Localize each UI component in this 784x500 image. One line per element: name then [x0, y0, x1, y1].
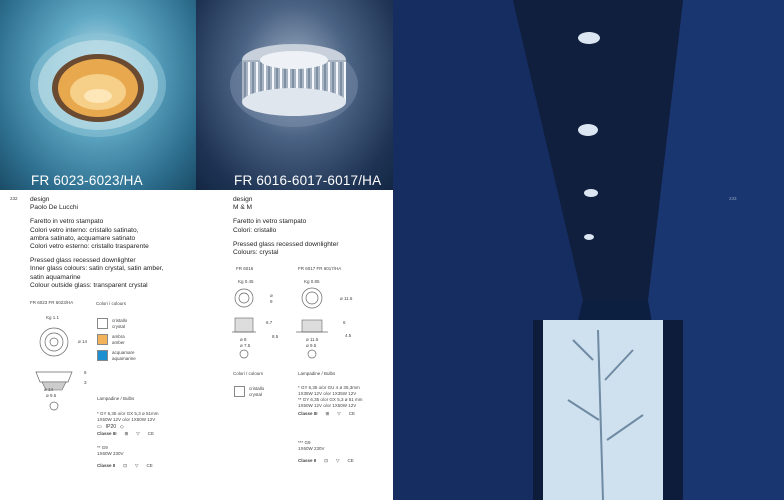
class-label: Classe III	[298, 411, 318, 416]
left-weight: Kg 1.1	[46, 315, 60, 320]
class-row	[298, 411, 362, 417]
bulb-line: 1X60W 230V	[298, 446, 325, 451]
en-line: Colours: crystal	[233, 249, 279, 257]
swatch-amber	[97, 334, 136, 350]
mid-bulb-spec-2	[298, 440, 354, 464]
mid-dim-a-dia: ø	[270, 293, 273, 298]
bulb-line: * GY 6,35 o/or GX 5,3 ø 51mm	[97, 411, 159, 416]
product-photo-fr6023	[0, 0, 196, 190]
dim-height: 6	[84, 370, 87, 375]
crystal-swatch-chip	[97, 318, 108, 329]
page-number-left: 232	[10, 196, 18, 201]
class-row	[97, 431, 158, 437]
mid-design-block	[233, 196, 339, 257]
it-description	[233, 218, 339, 234]
swatch-en: crystal	[112, 324, 126, 329]
ce-mark: CE	[348, 411, 356, 416]
fr6016-lamp-illustration	[196, 0, 393, 190]
bulb-line: *** G9	[298, 440, 311, 445]
it-line: ambra satinato, acquamare satinato	[30, 234, 136, 242]
left-product-title: FR 6023-6023/HA	[31, 173, 143, 188]
mid-dim-a-8: ø 8	[240, 337, 247, 342]
left-design-block	[30, 196, 163, 290]
it-description	[30, 218, 163, 251]
left-bulb-spec-2	[97, 445, 153, 469]
ip-rating: IP20	[105, 424, 117, 430]
swatch-aquamarine	[97, 350, 136, 366]
corridor-illustration	[393, 0, 784, 500]
swatch-it: acquamare	[112, 350, 135, 355]
bulb-icons-row	[97, 424, 158, 430]
diamond-icon: ◇	[120, 424, 124, 430]
class-iii-icon: ⊞	[325, 411, 330, 416]
ce-mark: CE	[147, 431, 155, 436]
mid-weight-a: Kg 0.45	[238, 279, 254, 284]
bulb-line: 1X50W 12V o/or 1X50W 12V	[97, 417, 156, 422]
dim-diameter: ø 14	[78, 339, 88, 344]
crystal-bar	[344, 62, 346, 102]
bulb-line: 1X50W 12V o/or 1X50W 12V	[298, 403, 357, 408]
design-label: design	[30, 196, 50, 203]
swatch-it: ambra	[112, 334, 125, 339]
mid-dim-b-cutout: ø 9.5	[306, 343, 317, 348]
swatch-list	[97, 318, 136, 366]
it-line: Faretto in vetro stampato	[30, 218, 104, 226]
mid-bulb-spec-1	[298, 385, 362, 417]
class-label: Classe II	[97, 463, 116, 468]
mid-dim-a-75: ø 7.5	[240, 343, 251, 348]
ce-mark: CE	[146, 463, 153, 468]
aquamarine-swatch-chip	[97, 350, 108, 361]
left-bulbs-header: Lampadine / Bulbs	[97, 396, 135, 401]
bulb-line: * GY 6,35 o/or GU 4 ø 35,3mm	[298, 385, 360, 390]
class-ii-icon: ⊡	[123, 463, 128, 468]
swatch-en: aquamarine	[112, 356, 136, 361]
mid-swatch-crystal	[234, 386, 264, 398]
it-line: Colori vetro interno: cristallo satinato,	[30, 226, 139, 234]
it-line: Colori: cristallo	[233, 226, 277, 234]
left-colours-header: Colori / colours	[96, 301, 127, 306]
left-codes: FR 6023 FR 6023/HA	[30, 300, 74, 305]
bulb-line: ** G9	[97, 445, 108, 450]
bulb-line: ** GY 6,35 o/or GX 5,3 ø 51 mm	[298, 397, 363, 402]
fr6023-technical-drawing	[28, 322, 88, 412]
design-label: design	[233, 196, 253, 203]
class-label: Classe III	[97, 431, 117, 436]
swatch-it: cristallo	[249, 386, 265, 391]
designer-name: M & M	[233, 204, 253, 212]
class-iii-icon: ⊞	[124, 431, 129, 436]
class-ii-icon: ⊡	[324, 458, 329, 463]
page-number-right: 233	[729, 196, 737, 201]
swatch-label	[112, 350, 136, 362]
f-mark-icon: ▽	[135, 463, 139, 468]
bulb-line: 1X35W 12V o/or 1X35W 12V	[298, 391, 357, 396]
amber-swatch-chip	[97, 334, 108, 345]
class-label: Classe II	[298, 458, 317, 463]
mid-weight-b: Kg 0.85	[304, 279, 320, 284]
swatch-en: crystal	[249, 392, 263, 397]
mid-dim-b-6: 6	[343, 320, 346, 325]
corridor-photo	[393, 0, 784, 500]
it-line: Colori vetro esterno: cristallo trasparente	[30, 243, 149, 251]
en-line: Colour outside glass: transparent crystal	[30, 281, 148, 289]
dim-outer: ø 14	[44, 387, 54, 392]
en-line: Inner glass colours: satin crystal, satin amber,	[30, 265, 164, 273]
mid-bulbs-header: Lampadine / Bulbs	[298, 371, 336, 376]
mid-code-a: FR 6016	[236, 266, 254, 271]
swatch-label	[112, 318, 127, 330]
designer-name: Paolo De Lucchi	[30, 204, 79, 212]
swatch-label	[112, 334, 125, 346]
mid-dim-b-45: 4.5	[345, 333, 352, 338]
class-row	[298, 458, 354, 464]
swatch-it: cristallo	[112, 318, 128, 323]
swatch-en: amber	[112, 340, 125, 345]
dim-cutout: ø 9.5	[46, 393, 57, 398]
mid-dim-a-85: 8.5	[272, 334, 279, 339]
fr6023-lamp-illustration	[0, 0, 196, 190]
mid-product-title: FR 6016-6017-6017/HA	[234, 173, 382, 188]
en-line: Pressed glass recessed downlighter	[233, 240, 339, 248]
mid-dim-b-dia: ø 11.5	[340, 296, 353, 301]
f-mark-icon: ▽	[337, 411, 341, 416]
en-description	[233, 241, 339, 257]
crystal-bar	[244, 62, 246, 102]
class-row	[97, 463, 153, 469]
swatch-crystal	[97, 318, 136, 334]
left-bulb-spec-1	[97, 411, 158, 437]
crystal-swatch-chip	[234, 386, 245, 397]
en-line: satin aquamarine	[30, 273, 81, 281]
it-line: Faretto in vetro stampato	[233, 218, 307, 226]
mid-colours-header: Colori / colours	[233, 371, 264, 376]
f-mark-icon: ▽	[336, 458, 340, 463]
bulb-line: 1X60W 230V	[97, 451, 124, 456]
bulb-icon: ▭	[97, 424, 102, 430]
mid-dim-b-outer: ø 11.5	[306, 337, 319, 342]
mid-dim-a-height: 6.7	[266, 320, 273, 325]
en-description	[30, 257, 163, 290]
swatch-label	[249, 386, 264, 398]
ce-mark: CE	[347, 458, 354, 463]
product-photo-fr6016	[196, 0, 393, 190]
f-mark-icon: ▽	[136, 431, 140, 436]
mid-code-b: FR 6017 FR 6017/HA	[298, 266, 342, 271]
dim-depth: 3	[84, 380, 87, 385]
mid-dim-a-9: 9	[270, 299, 273, 304]
en-line: Pressed glass recessed downlighter	[30, 257, 136, 265]
